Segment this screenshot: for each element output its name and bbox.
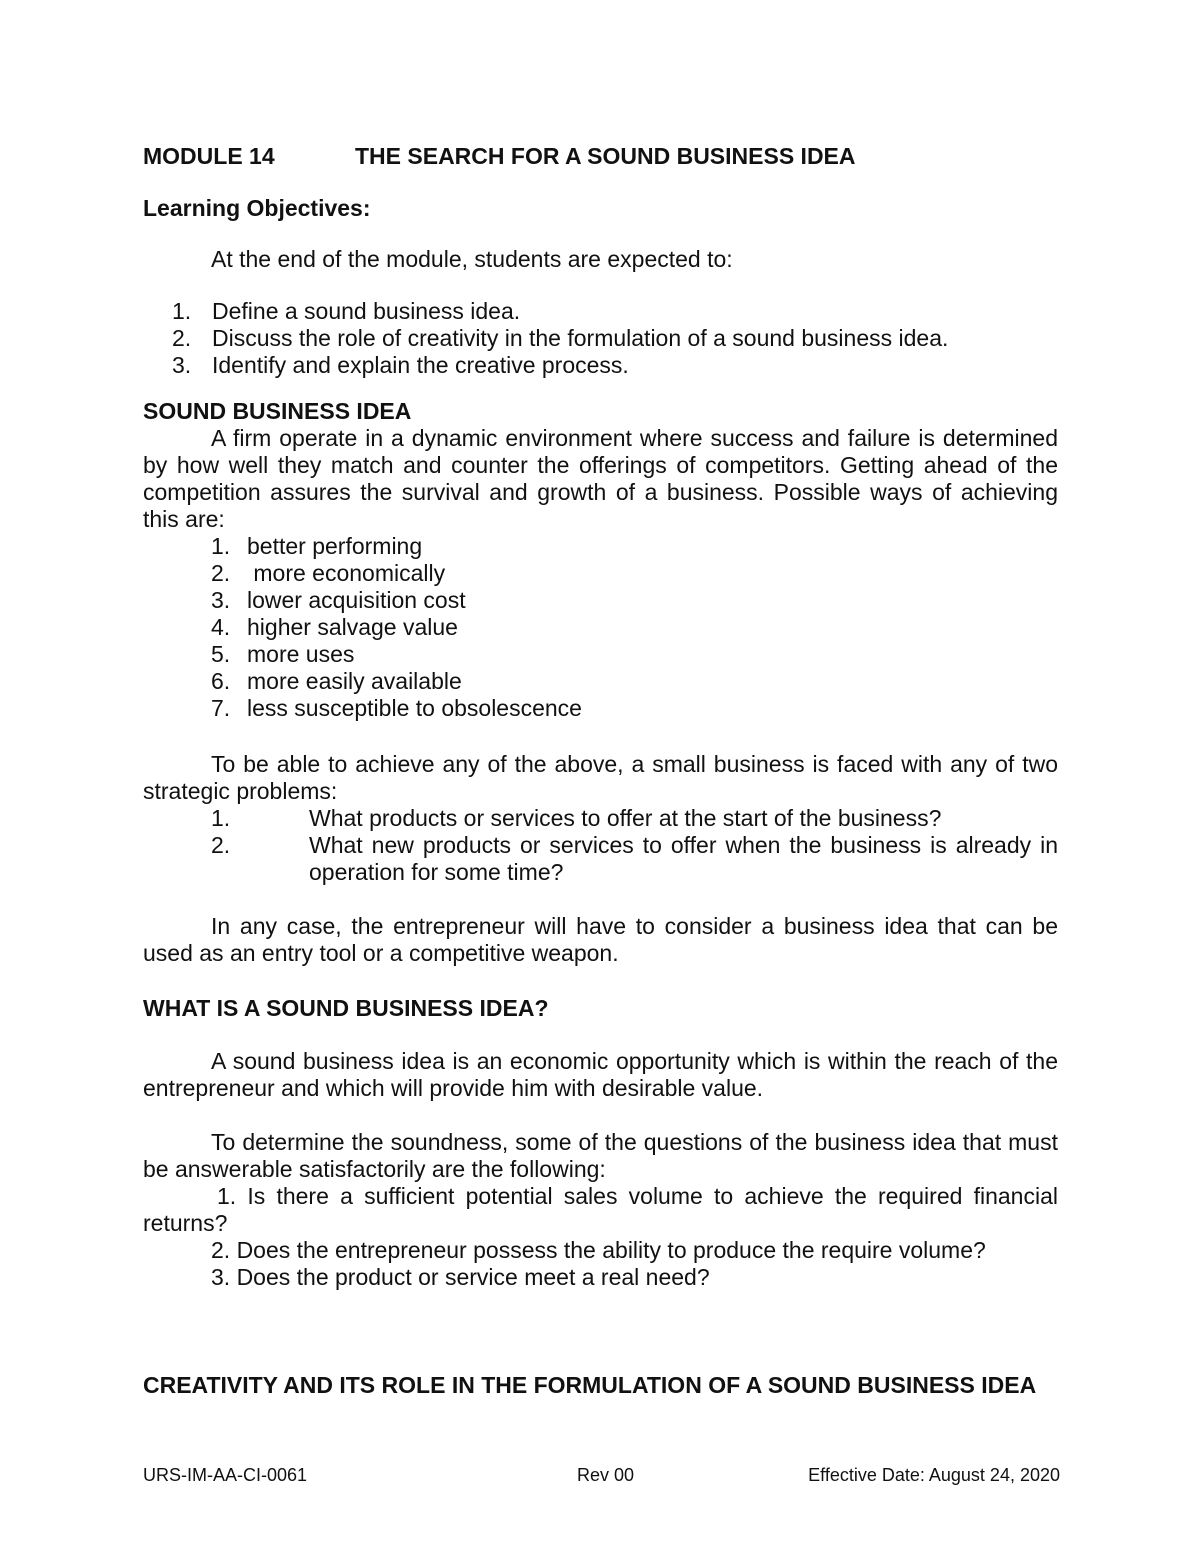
paragraph-line xyxy=(143,913,1058,940)
objective-item xyxy=(172,298,520,325)
footer-revision: Rev 00 xyxy=(577,1465,635,1485)
list-number: 1. xyxy=(211,533,231,559)
list-number: 5. xyxy=(211,641,231,667)
paragraph-text: To be able to achieve any of the above, a small business is faced with any of two xyxy=(211,751,1058,777)
footer-effective-date: Effective Date: August 24, 2020 xyxy=(808,1465,1060,1485)
list-text: less susceptible to obsolescence xyxy=(247,695,582,721)
section-heading-what: WHAT IS A SOUND BUSINESS IDEA? xyxy=(143,995,549,1021)
list-number: 2. xyxy=(211,832,231,858)
objective-item xyxy=(172,325,948,352)
question-text: 2. Does the entrepreneur possess the ability to produce the require volume? xyxy=(211,1237,986,1263)
list-number: 6. xyxy=(211,668,231,694)
objectives-intro: At the end of the module, students are expected to: xyxy=(211,246,733,272)
list-item xyxy=(211,587,466,614)
module-title: THE SEARCH FOR A SOUND BUSINESS IDEA xyxy=(355,143,856,169)
objectives-heading: Learning Objectives: xyxy=(143,195,371,221)
section-heading-sound: SOUND BUSINESS IDEA xyxy=(143,398,412,424)
list-item xyxy=(211,668,462,695)
paragraph-text: In any case, the entrepreneur will have to consider a business idea that can be xyxy=(211,913,1058,939)
objective-text: Discuss the role of creativity in the formulation of a sound business idea. xyxy=(212,325,949,351)
problem-text: What products or services to offer at the start of the business? xyxy=(309,805,942,831)
question-end: returns? xyxy=(143,1210,228,1236)
section-heading-creativity: CREATIVITY AND ITS ROLE IN THE FORMULATION OF A SOUND BUSINESS IDEA xyxy=(143,1372,1037,1398)
objective-text: Define a sound business idea. xyxy=(212,298,521,324)
paragraph-line xyxy=(143,751,1058,778)
list-item xyxy=(211,560,445,587)
paragraph-end: entrepreneur and which will provide him with desirable value. xyxy=(143,1075,764,1101)
objective-item xyxy=(172,352,629,379)
paragraph-end: be answerable satisfactorily are the following: xyxy=(143,1156,606,1182)
problem-text: What new products or services to offer when the business is already in xyxy=(309,832,1058,858)
list-number: 1. xyxy=(172,298,192,324)
list-item xyxy=(211,533,422,560)
paragraph-body: by how well they match and counter the offerings of competitors. Getting ahead of the competition assures the survival and growth of a business. Possible ways of achieving xyxy=(143,452,1058,505)
list-text: more uses xyxy=(247,641,355,667)
footer-doc-code: URS-IM-AA-CI-0061 xyxy=(143,1465,308,1485)
list-text: better performing xyxy=(247,533,423,559)
list-item xyxy=(211,614,458,641)
list-text: more easily available xyxy=(247,668,462,694)
question-text: 1. Is there a sufficient potential sales volume to achieve the required financial xyxy=(217,1183,1058,1209)
problem-text-cont: operation for some time? xyxy=(309,859,564,885)
list-number: 2. xyxy=(172,325,192,351)
paragraph-line xyxy=(143,425,1058,452)
objective-text: Identify and explain the creative process. xyxy=(212,352,629,378)
paragraph-end: strategic problems: xyxy=(143,778,338,804)
problem-item xyxy=(211,805,941,832)
list-number: 1. xyxy=(211,805,231,831)
paragraph-line xyxy=(143,1129,1058,1156)
list-text: more economically xyxy=(247,560,446,586)
list-item xyxy=(211,695,582,722)
question-text: 3. Does the product or service meet a real need? xyxy=(211,1264,710,1290)
question-line xyxy=(143,1183,1058,1210)
module-number: MODULE 14 xyxy=(143,143,275,169)
list-number: 3. xyxy=(211,587,231,613)
list-number: 2. xyxy=(211,560,231,586)
paragraph-text: A sound business idea is an economic opportunity which is within the reach of the xyxy=(211,1048,1058,1074)
list-item xyxy=(211,641,354,668)
paragraph-end: this are: xyxy=(143,506,225,532)
list-number: 3. xyxy=(172,352,192,378)
list-number: 4. xyxy=(211,614,231,640)
list-text: higher salvage value xyxy=(247,614,458,640)
list-number: 7. xyxy=(211,695,231,721)
paragraph-line xyxy=(143,1048,1058,1075)
paragraph-text: To determine the soundness, some of the questions of the business idea that must xyxy=(211,1129,1058,1155)
paragraph-end: used as an entry tool or a competitive weapon. xyxy=(143,940,619,966)
paragraph-text: A firm operate in a dynamic environment where success and failure is determined xyxy=(211,425,1058,451)
list-text: lower acquisition cost xyxy=(247,587,466,613)
